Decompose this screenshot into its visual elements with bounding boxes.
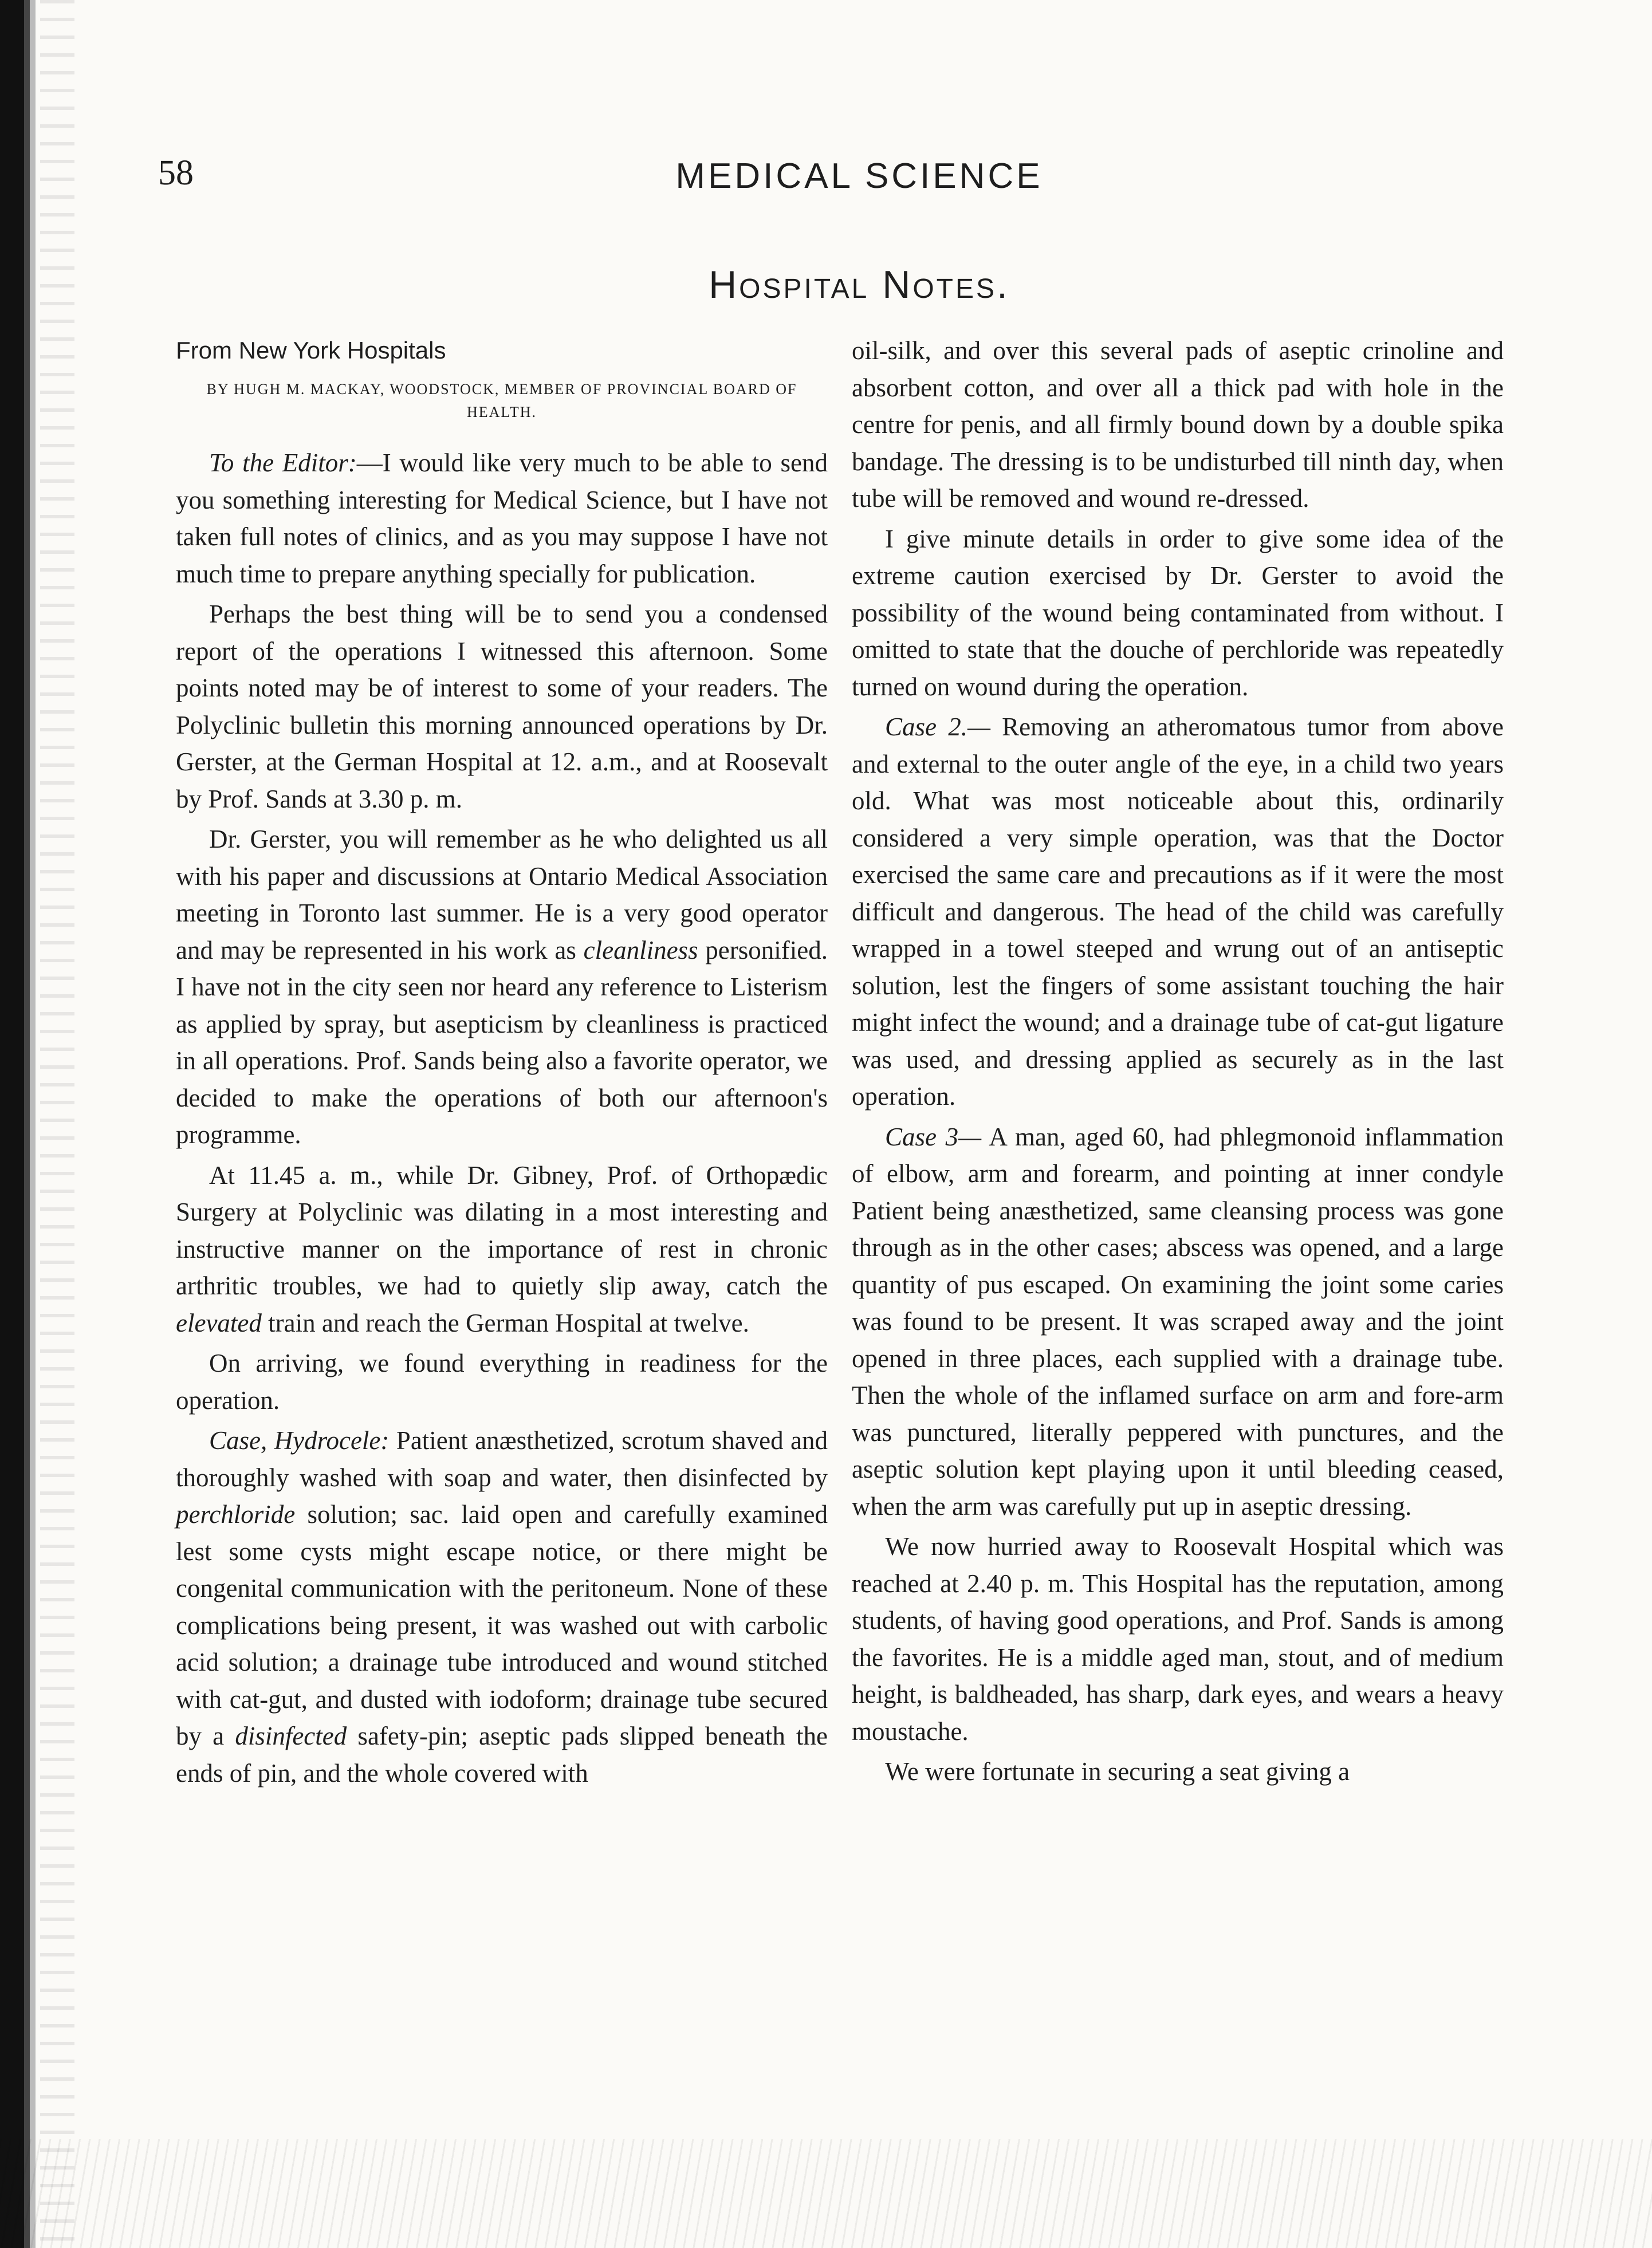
case-heading: Case 3— [885, 1122, 982, 1151]
paragraph-text: Removing an atheromatous tumor from above and external to the outer angle of the eye, in a child two years old. What was most noticeable about this, ordinarily considered a very simple operation, was that the Doctor exercised the same care and precautions as if it were the most difficult and dangerous. The head of the child was carefully wrapped in a towel steeped and wrung out of an antiseptic solution, lest the fingers of some assistant touching the hair might infect the wound; and a drainage tube of cat-gut ligature was used, and dressing applied as securely as in the last operation. [852, 712, 1504, 1111]
bottom-scan-grain [0, 2139, 1652, 2248]
paragraph: I give minute details in order to give some idea of the extreme caution exercised by Dr. Gerster to avoid the possibility of the wound being contaminated from without. I omitted to state that the douche of perchloride was repeatedly turned on wound during the operation. [852, 524, 1504, 701]
paragraph [176, 1157, 828, 1342]
paragraph-text: solution; sac. laid open and carefully examined lest some cysts might escape notice, or there might be congenital communication with the peritoneum. None of these complications being present, it was washed out with carbolic acid solution; a drainage tube introduced and wound stitched with cat-gut, and dusted with iodoform; drainage tube secured by a [176, 1500, 828, 1750]
emphasis: cleanliness [583, 935, 698, 964]
article-subhead: From New York Hospitals [176, 337, 446, 364]
salutation: To the Editor: [209, 448, 357, 477]
paragraph: On arriving, we found everything in readiness for the operation. [176, 1349, 828, 1415]
paragraph-text: Patient anæsthetized, scrotum shaved and thoroughly washed with soap and water, then disinfected by [176, 1426, 828, 1492]
paragraph [852, 1119, 1504, 1525]
left-column [176, 332, 828, 1795]
right-column [852, 332, 1504, 1794]
emphasis: perchloride [176, 1500, 296, 1529]
paragraph: We now hurried away to Roosevalt Hospital which was reached at 2.40 p. m. This Hospital has the reputation, among students, of having good operations, and Prof. Sands is among the favorites. He is a middle aged man, stout, and of medium height, is baldheaded, has sharp, dark eyes, and wears a heavy moustache. [852, 1532, 1504, 1746]
paragraph [176, 444, 828, 592]
paragraph-text: personified. I have not in the city seen nor heard any reference to Listerism as applied by spray, but asepticism by cleanliness is practiced in all operations. Prof. Sands being also a favorite operator, we decided to make the operations of both our afternoon's programme. [176, 935, 828, 1149]
case-heading: Case 2.— [885, 712, 990, 741]
paragraph-text: —I would like very much to be able to send you something interesting for Medical Science, but I have not taken full notes of clinics, and as you may suppose I have not much time to prepare anything specially for publication. [176, 448, 828, 588]
paragraph [176, 1422, 828, 1792]
paragraph-text: At 11.45 a. m., while Dr. Gibney, Prof. of Orthopædic Surgery at Polyclinic was dilating in a most interesting and instructive manner on the importance of rest in chronic arthritic troubles, we had to quietly slip away, catch the [176, 1160, 828, 1300]
paragraph [852, 708, 1504, 1115]
paragraph-text: safety-pin; aseptic pads slipped beneath the ends of pin, and the whole covered with [176, 1722, 828, 1788]
paragraph-text: A man, aged 60, had phlegmonoid inflammation of elbow, arm and forearm, and pointing at inner condyle Patient being anæsthetized, same cleansing process was gone through as in the other cases; abscess was opened, and a large quantity of pus escaped. On examining the joint some caries was found to be present. It was scraped away and the joint opened in three places, each supplied with a drainage tube. Then the whole of the inflamed surface on arm and fore-arm was punctured, literally peppered with punctures, and the aseptic solution kept playing upon it until bleeding ceased, when the arm was carefully put up in aseptic dressing. [852, 1122, 1504, 1521]
paragraph: We were fortunate in securing a seat giving a [885, 1757, 1350, 1786]
paragraph: Perhaps the best thing will be to send you a condensed report of the operations I witnessed this afternoon. Some points noted may be of interest to some of your readers. The Polyclinic bulletin this morning announced operations by Dr. Gerster, at the German Hospital at 12. a.m., and at Roosevalt by Prof. Sands at 3.30 p. m. [176, 600, 828, 813]
emphasis: elevated [176, 1308, 262, 1337]
emphasis: disinfected [235, 1722, 347, 1750]
paragraph-text: Dr. Gerster, you will remember as he who delighted us all with his paper and discussions at Ontario Medical Association meeting in Toronto last summer. He is a very good operator and may be represented in his work as [176, 825, 828, 964]
page-binding-shadow [0, 0, 40, 2248]
running-head: MEDICAL SCIENCE [675, 156, 1043, 196]
paragraph: oil-silk, and over this several pads of aseptic crinoline and absorbent cotton, and over all a thick pad with hole in the centre for penis, and all firmly bound down by a double spika bandage. The dressing is to be undisturbed till ninth day, when tube will be removed and wound re-dressed. [852, 336, 1504, 513]
section-title: Hospital Notes. [709, 263, 1010, 306]
case-heading: Case, Hydrocele: [209, 1426, 390, 1455]
paragraph [176, 821, 828, 1153]
binding-scan-noise [40, 0, 74, 2248]
article-byline: BY HUGH M. MACKAY, WOODSTOCK, MEMBER OF PROVINCIAL BOARD OF HEALTH. [206, 381, 797, 420]
paragraph-text: train and reach the German Hospital at twelve. [261, 1308, 749, 1337]
page-number: 58 [158, 153, 194, 192]
